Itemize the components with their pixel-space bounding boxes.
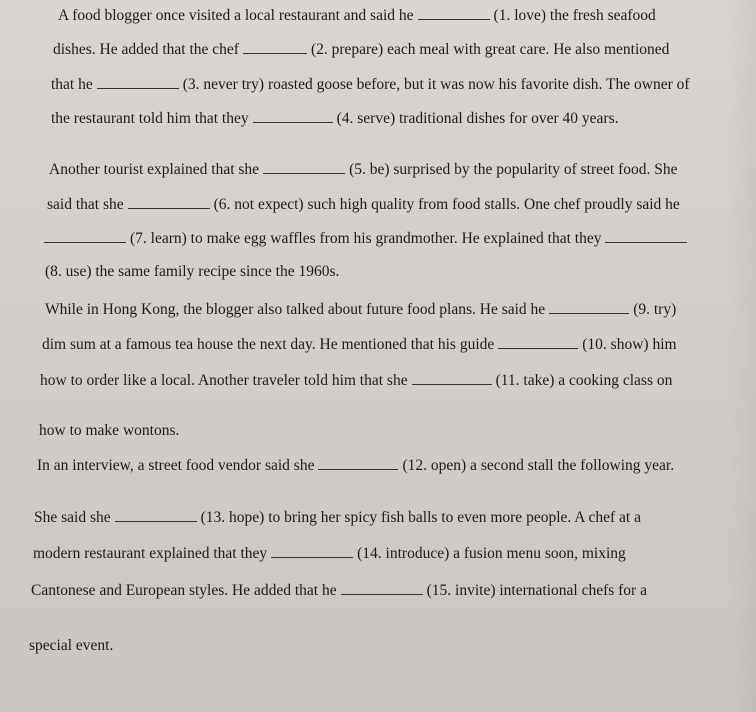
answer-blank-7[interactable]: [44, 228, 126, 243]
answer-blank-9[interactable]: [549, 299, 629, 314]
text-line-11: how to order like a local. Another traveler told him that she (11. take) a cooking class on: [40, 372, 673, 389]
answer-blank-3[interactable]: [97, 74, 179, 89]
text-line-12: how to make wontons.: [39, 422, 180, 439]
text-line-16: Cantonese and European styles. He added that he (15. invite) international chefs for a: [31, 582, 647, 599]
text-line-13: In an interview, a street food vendor said she (12. open) a second stall the following year.: [37, 457, 675, 474]
answer-blank-4[interactable]: [253, 108, 333, 123]
text-line-15: modern restaurant explained that they (14. introduce) a fusion menu soon, mixing: [33, 545, 626, 562]
answer-blank-13[interactable]: [115, 507, 197, 522]
text-line-1: A food blogger once visited a local restaurant and said he (1. love) the fresh seafood: [58, 7, 656, 24]
text-line-14: She said she (13. hope) to bring her spicy fish balls to even more people. A chef at a: [34, 509, 641, 526]
text-line-2: dishes. He added that the chef (2. prepare) each meal with great care. He also mentioned: [53, 41, 670, 58]
answer-blank-12[interactable]: [318, 455, 398, 470]
text-line-7: (7. learn) to make egg waffles from his grandmother. He explained that they: [44, 228, 691, 249]
text-line-8: (8. use) the same family recipe since the 1960s.: [45, 263, 340, 280]
text-line-6: said that she (6. not expect) such high quality from food stalls. One chef proudly said he: [47, 196, 680, 213]
text-line-5: Another tourist explained that she (5. be) surprised by the popularity of street food. She: [49, 161, 678, 178]
answer-blank-10[interactable]: [498, 334, 578, 349]
answer-blank-8[interactable]: [605, 228, 687, 243]
text-line-17: special event.: [29, 637, 114, 654]
answer-blank-15[interactable]: [341, 580, 423, 595]
text-line-3: that he (3. never try) roasted goose before, but it was now his favorite dish. The owner of: [51, 76, 690, 93]
text-line-10: dim sum at a famous tea house the next day. He mentioned that his guide (10. show) him: [42, 336, 677, 353]
answer-blank-2[interactable]: [243, 39, 307, 54]
text-line-4: the restaurant told him that they (4. serve) traditional dishes for over 40 years.: [51, 110, 619, 127]
answer-blank-5[interactable]: [263, 159, 345, 174]
text-line-9: While in Hong Kong, the blogger also talked about future food plans. He said he (9. try): [45, 301, 677, 318]
answer-blank-11[interactable]: [412, 370, 492, 385]
answer-blank-14[interactable]: [271, 543, 353, 558]
answer-blank-6[interactable]: [128, 194, 210, 209]
answer-blank-1[interactable]: [418, 5, 490, 20]
paper-shadow: [726, 0, 756, 712]
